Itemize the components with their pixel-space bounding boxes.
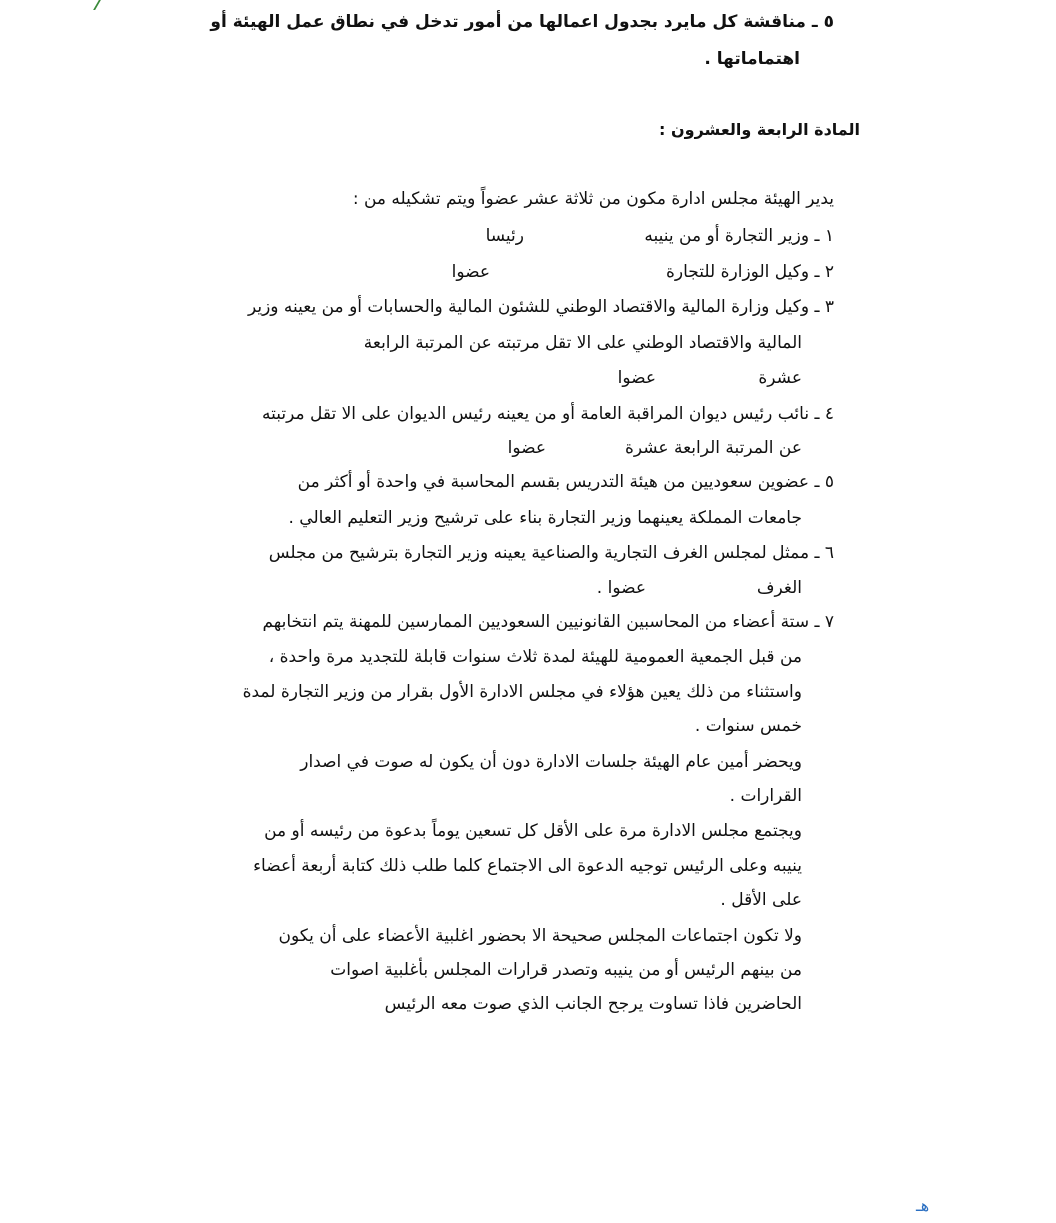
- member-3-line2: المالية والاقتصاد الوطني على الا تقل مرتبته عن المرتبة الرابعة: [363, 333, 802, 353]
- member-4-line2: عن المرتبة الرابعة عشرة: [624, 438, 802, 458]
- page-mark: هـ: [916, 1196, 930, 1215]
- member-1-role: رئيسا: [485, 226, 524, 246]
- paragraph-3-line3: الحاضرين فاذا تساوت يرجح الجانب الذي صوت معه الرئيس: [384, 994, 802, 1014]
- member-5-line1: ٥ ـ عضوين سعوديين من هيئة التدريس بقسم المحاسبة في واحدة أو أكثر من: [297, 472, 834, 492]
- member-4-line1: ٤ ـ نائب رئيس ديوان المراقبة العامة أو من يعينه رئيس الديوان على الا تقل مرتبته: [262, 404, 834, 424]
- member-6-line2: الغرف: [756, 578, 802, 598]
- paragraph-2-line2: ينيبه وعلى الرئيس توجيه الدعوة الى الاجتماع كلما طلب ذلك كتابة أربعة أعضاء: [253, 856, 802, 876]
- article-heading: المادة الرابعة والعشرون :: [659, 120, 860, 139]
- member-4-role: عضوا: [507, 438, 546, 458]
- intro-text: يدير الهيئة مجلس ادارة مكون من ثلاثة عشر عضواً ويتم تشكيله من :: [352, 189, 834, 209]
- member-3-line1: ٣ ـ وكيل وزارة المالية والاقتصاد الوطني للشئون المالية والحسابات أو من يعينه وزير: [247, 297, 834, 317]
- member-3-role: عضوا: [617, 368, 656, 388]
- member-6-line1: ٦ ـ ممثل لمجلس الغرف التجارية والصناعية يعينه وزير التجارة بترشيح من مجلس: [268, 543, 834, 563]
- paragraph-3-line1: ولا تكون اجتماعات المجلس صحيحة الا بحضور اغلبية الأعضاء على أن يكون: [278, 926, 802, 946]
- member-7-line3: واستثناء من ذلك يعين هؤلاء في مجلس الادارة الأول بقرار من وزير التجارة لمدة: [242, 682, 802, 702]
- paragraph-1-line2: القرارات .: [729, 786, 802, 806]
- paragraph-2-line1: ويجتمع مجلس الادارة مرة على الأقل كل تسعين يوماً بدعوة من رئيسه أو من: [264, 821, 802, 841]
- paragraph-3-line2: من بينهم الرئيس أو من ينيبه وتصدر قرارات المجلس بأغلبية اصوات: [330, 960, 802, 980]
- member-1-text: ١ ـ وزير التجارة أو من ينيبه: [644, 226, 834, 246]
- prev-item5-line2: اهتماماتها .: [704, 49, 800, 69]
- member-3-line3: عشرة: [758, 368, 802, 388]
- member-5-line2: جامعات المملكة يعينهما وزير التجارة بناء على ترشيح وزير التعليم العالي .: [288, 508, 802, 528]
- member-2-text: ٢ ـ وكيل الوزارة للتجارة: [666, 262, 834, 282]
- member-2-role: عضوا: [451, 262, 490, 282]
- prev-item5-line1: ٥ ـ مناقشة كل مايرد بجدول اعمالها من أمور تدخل في نطاق عمل الهيئة أو: [210, 12, 834, 32]
- paragraph-2-line3: على الأقل .: [720, 890, 802, 910]
- member-7-line2: من قبل الجمعية العمومية للهيئة لمدة ثلاث سنوات قابلة للتجديد مرة واحدة ،: [268, 647, 802, 667]
- paragraph-1-line1: ويحضر أمين عام الهيئة جلسات الادارة دون أن يكون له صوت في اصدار: [300, 752, 802, 772]
- member-6-role: عضوا .: [596, 578, 646, 598]
- corner-check-mark: [93, 0, 115, 10]
- member-7-line4: خمس سنوات .: [694, 716, 802, 736]
- member-7-line1: ٧ ـ ستة أعضاء من المحاسبين القانونيين السعوديين الممارسين للمهنة يتم انتخابهم: [262, 612, 834, 632]
